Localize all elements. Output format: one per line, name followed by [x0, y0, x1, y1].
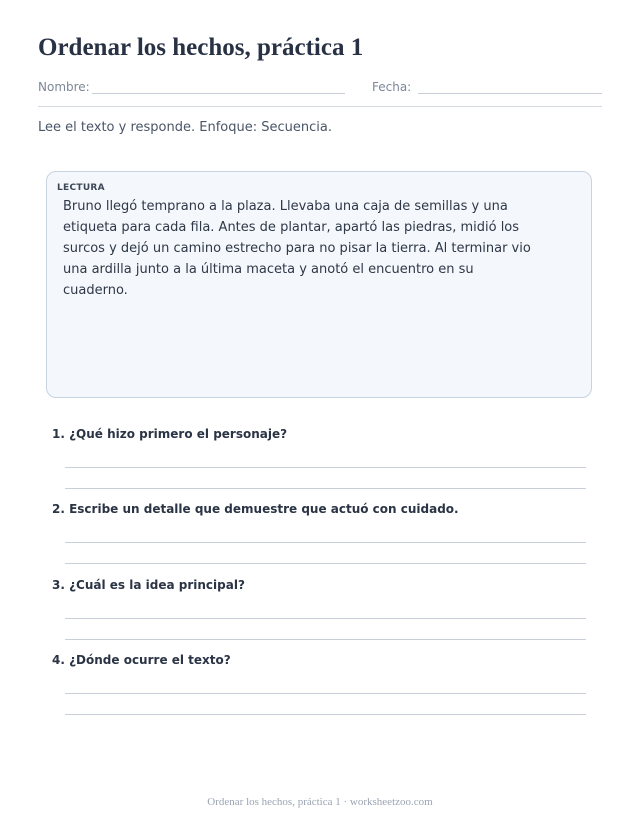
reading-text: Bruno llegó temprano a la plaza. Llevaba una caja de semillas y una etiqueta para cada fila. Antes de plantar, apartó las piedras, midió los surcos y dejó un camino estrecho para no pisar la tierra. Al terminar vio una ardilla junto a la última maceta y anotó el encuentro en su cuaderno. [63, 199, 531, 298]
name-field-line[interactable] [92, 93, 345, 94]
header-divider [38, 106, 602, 107]
question-text: 2. Escribe un detalle que demuestre que actuó con cuidado. [52, 502, 459, 516]
answer-line[interactable] [65, 467, 586, 468]
reading-box [46, 171, 592, 398]
name-label: Nombre: [38, 80, 90, 94]
question-1 [52, 427, 592, 441]
question-text: 1. ¿Qué hizo primero el personaje? [52, 427, 288, 441]
answer-line[interactable] [65, 714, 586, 715]
reading-label: LECTURA [57, 183, 105, 193]
answer-line[interactable] [65, 639, 586, 640]
date-field-line[interactable] [418, 93, 602, 94]
answer-line[interactable] [65, 542, 586, 543]
date-label: Fecha: [372, 80, 412, 94]
answer-line[interactable] [65, 488, 586, 489]
name-date-row [38, 80, 602, 96]
page-title: Ordenar los hechos, práctica 1 [38, 34, 364, 61]
question-2 [52, 502, 592, 516]
question-3 [52, 578, 592, 592]
question-text: 3. ¿Cuál es la idea principal? [52, 578, 245, 592]
answer-line[interactable] [65, 563, 586, 564]
answer-line[interactable] [65, 618, 586, 619]
instructions: Lee el texto y responde. Enfoque: Secuencia. [38, 120, 332, 135]
question-4 [52, 653, 592, 667]
footer: Ordenar los hechos, práctica 1 · worksheetzoo.com [207, 796, 433, 808]
question-text: 4. ¿Dónde ocurre el texto? [52, 653, 231, 667]
answer-line[interactable] [65, 693, 586, 694]
